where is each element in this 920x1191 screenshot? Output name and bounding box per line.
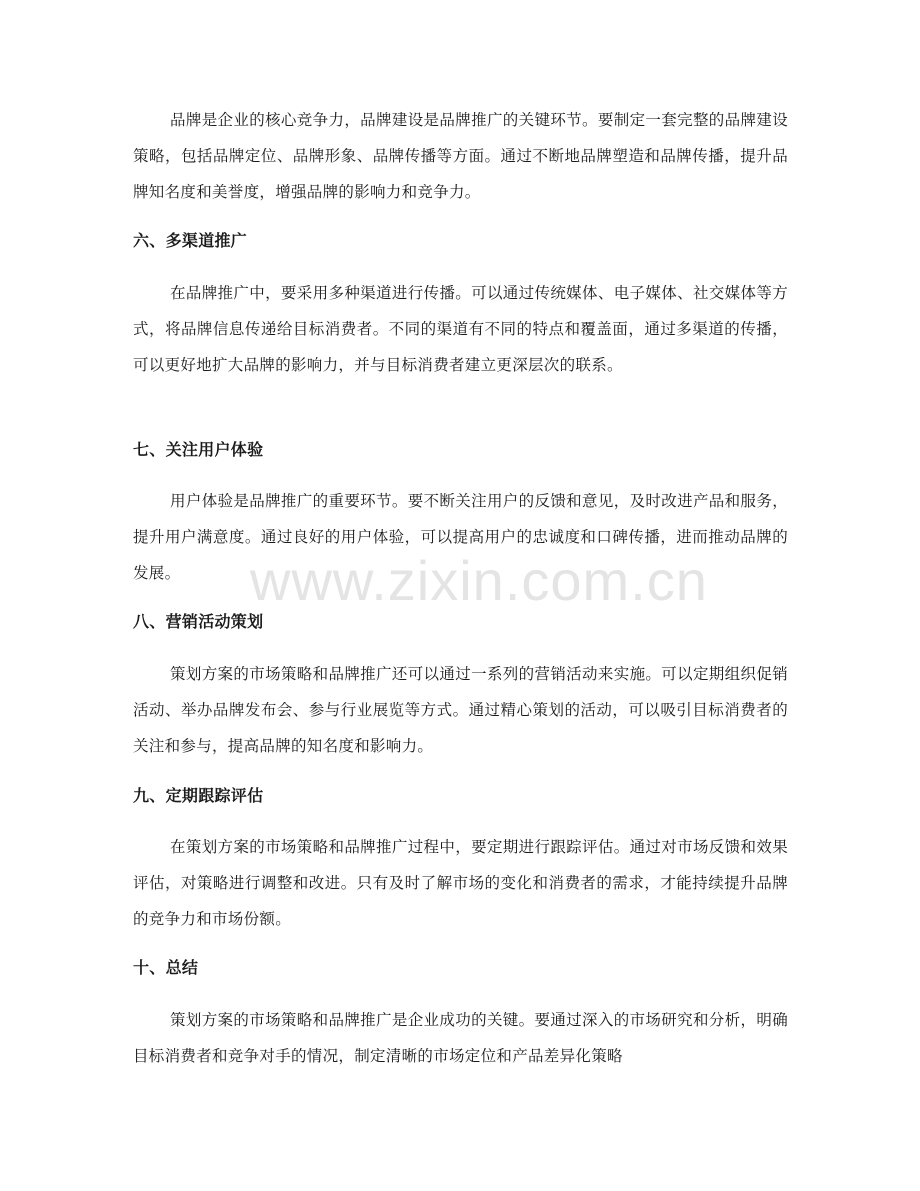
heading-summary: 十、总结 — [133, 958, 199, 977]
paragraph-marketing-events: 策划方案的市场策略和品牌推广还可以通过一系列的营销活动来实施。可以定期组织促销活动、举办品牌发布会、参与行业展览等方式。通过精心策划的活动，可以吸引目标消费者的关注和参与，提高品牌的知名度和影响力。 — [133, 665, 788, 755]
heading-marketing-events: 八、营销活动策划 — [133, 612, 264, 631]
paragraph-multichannel: 在品牌推广中，要采用多种渠道进行传播。可以通过传统媒体、电子媒体、社交媒体等方式，将品牌信息传递给目标消费者。不同的渠道有不同的特点和覆盖面，通过多渠道的传播，可以更好地扩大品牌的影响力，并与目标消费者建立更深层次的联系。 — [133, 284, 788, 374]
paragraph-summary: 策划方案的市场策略和品牌推广是企业成功的关键。要通过深入的市场研究和分析，明确目标消费者和竞争对手的情况，制定清晰的市场定位和产品差异化策略 — [133, 1011, 788, 1065]
heading-user-experience: 七、关注用户体验 — [133, 440, 264, 459]
heading-tracking-evaluation: 九、定期跟踪评估 — [133, 786, 264, 805]
paragraph-user-experience: 用户体验是品牌推广的重要环节。要不断关注用户的反馈和意见，及时改进产品和服务，提升用户满意度。通过良好的用户体验，可以提高用户的忠诚度和口碑传播，进而推动品牌的发展。 — [133, 492, 788, 582]
paragraph-tracking-evaluation: 在策划方案的市场策略和品牌推广过程中，要定期进行跟踪评估。通过对市场反馈和效果评估，对策略进行调整和改进。只有及时了解市场的变化和消费者的需求，才能持续提升品牌的竞争力和市场份额。 — [133, 838, 788, 928]
heading-multichannel: 六、多渠道推广 — [133, 231, 248, 250]
watermark: www.zixin.com.cn — [250, 549, 708, 612]
paragraph-brand-building: 品牌是企业的核心竞争力，品牌建设是品牌推广的关键环节。要制定一套完整的品牌建设策略，包括品牌定位、品牌形象、品牌传播等方面。通过不断地品牌塑造和品牌传播，提升品牌知名度和美誉度，增强品牌的影响力和竞争力。 — [133, 111, 788, 201]
